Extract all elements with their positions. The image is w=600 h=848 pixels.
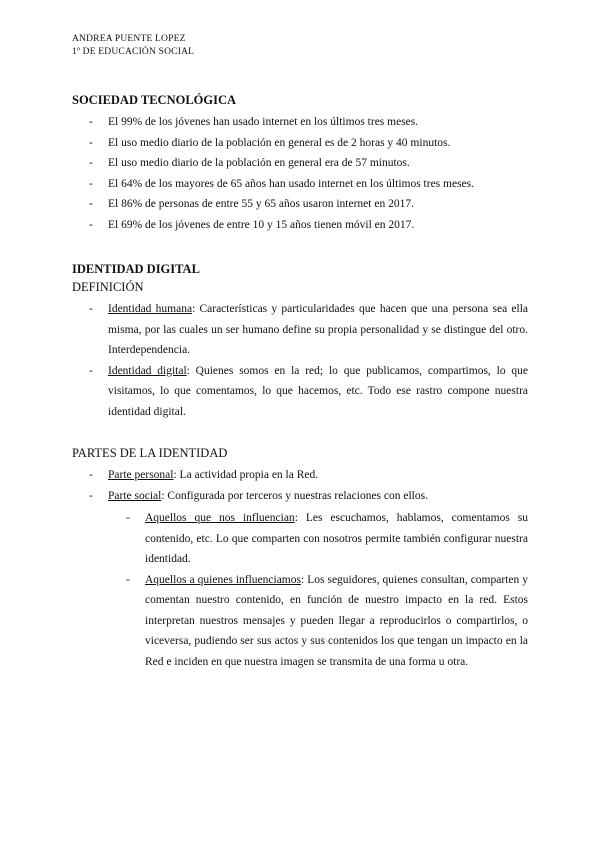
term-parte-personal: Parte personal: [108, 469, 174, 481]
author-name: ANDREA PUENTE LOPEZ: [72, 34, 186, 44]
list-item: - El 69% de los jóvenes de entre 10 y 15 años tienen móvil en 2017.: [89, 218, 415, 231]
list-item: - Parte social: Configurada por terceros y nuestras relaciones con ellos.: [89, 489, 428, 502]
list-item: - Identidad digital: Quienes somos en la red; lo que publicamos, compartimos, lo que visitamos, lo que comentamos, lo que hacemos, etc. Todo ese rastro compone nuestra identidad digital.: [89, 364, 528, 418]
list-item: - El 64% de los mayores de 65 años han usado internet en los últimos tres meses.: [89, 177, 475, 190]
list-item: - El 99% de los jóvenes han usado internet en los últimos tres meses.: [89, 116, 419, 128]
list-item: - Parte personal: La actividad propia en la Red.: [89, 469, 319, 481]
list-item: - Identidad humana: Características y particularidades que hacen que una persona sea ella misma, por las cuales un ser humano define su propia personalidad y se distingue del otro. Interdependencia.: [89, 303, 528, 356]
term-identidad-digital: Identidad digital: [108, 364, 187, 377]
section-title-sociedad: SOCIEDAD TECNOLÓGICA: [72, 93, 237, 107]
list-item: - El uso medio diario de la población en general es de 2 horas y 40 minutos.: [89, 136, 451, 149]
list-item: - El 86% de personas de entre 55 y 65 años usaron internet en 2017.: [89, 198, 414, 210]
sociedad-list: [89, 112, 548, 235]
list-item: - Aquellos que nos influencian: Les escuchamos, hablamos, comentamos su contenido, etc. Lo que comparten con nosotros permite también configurar nuestra identidad.: [126, 512, 528, 565]
document-header: [72, 33, 194, 59]
term-parte-social: Parte social: [108, 489, 162, 502]
partes-heading: PARTES DE LA IDENTIDAD: [72, 446, 228, 460]
section-title-identidad: IDENTIDAD DIGITAL: [72, 262, 200, 276]
term-nos-influencian: Aquellos que nos influencian: [145, 512, 295, 524]
term-influenciamos: Aquellos a quienes influenciamos: [145, 573, 301, 586]
term-identidad-humana: Identidad humana: [108, 303, 193, 315]
list-item: - El uso medio diario de la población en general era de 57 minutos.: [89, 157, 410, 169]
definicion-list: [89, 299, 528, 422]
course-name: 1º DE EDUCACIÓN SOCIAL: [72, 47, 195, 57]
definicion-heading: DEFINICIÓN: [72, 280, 144, 294]
list-item: - Aquellos a quienes influenciamos: Los seguidores, quienes consultan, comparten y comentan nuestro contenido, en función de nuestro impacto en la red. Estos interpretan nuestros mensajes y pueden llegar a reproducirlos o compartirlos, o viceversa, pudiendo ser sus actos y sus contenidos los que tengan un impacto en la Red e inciden en que nuestra imagen se transmita de una forma u otra.: [126, 573, 528, 668]
partes-list: [89, 465, 528, 506]
subpartes-list: [126, 508, 528, 672]
